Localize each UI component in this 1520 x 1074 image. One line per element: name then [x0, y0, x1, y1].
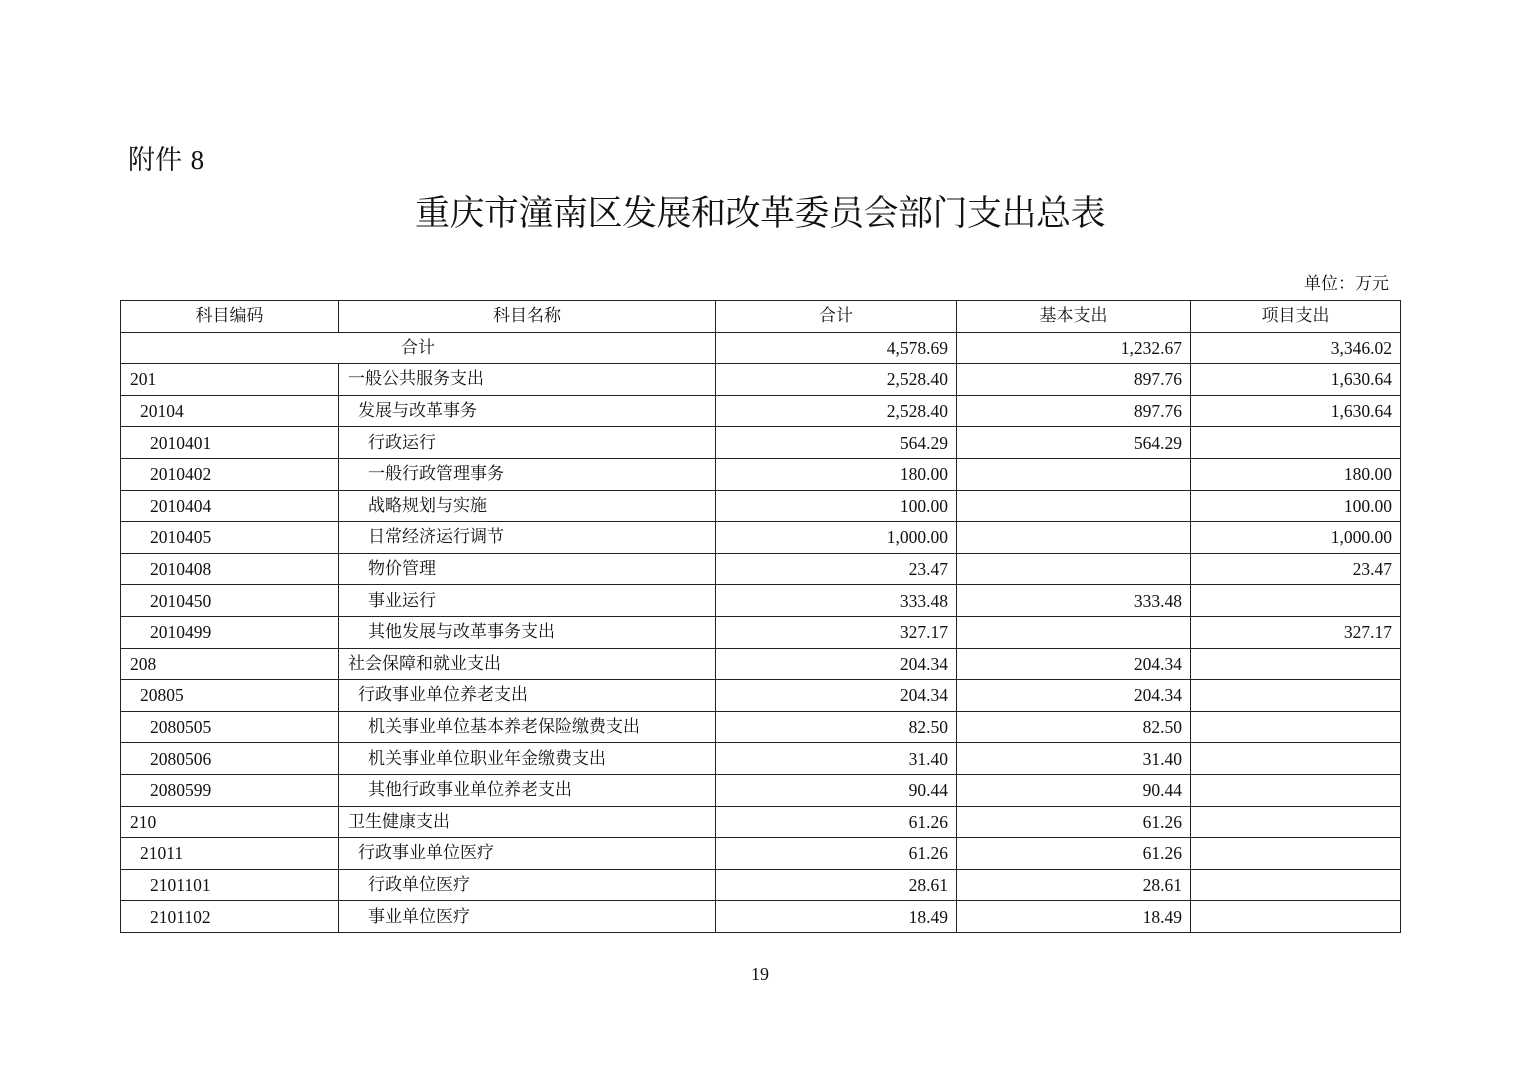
row-project: [1191, 869, 1401, 901]
row-code: 2080505: [121, 711, 339, 743]
row-code: 2101102: [121, 901, 339, 933]
row-name: 机关事业单位基本养老保险缴费支出: [339, 711, 716, 743]
row-total: 61.26: [716, 806, 957, 838]
attachment-label: [128, 142, 204, 179]
table-row: [121, 364, 1401, 396]
row-project: [1191, 711, 1401, 743]
row-code: 2010450: [121, 585, 339, 617]
row-total: 2,528.40: [716, 395, 957, 427]
row-total: 1,000.00: [716, 522, 957, 554]
row-project: [1191, 901, 1401, 933]
row-total: 82.50: [716, 711, 957, 743]
table-row: [121, 711, 1401, 743]
row-basic: 204.34: [957, 648, 1191, 680]
unit-label: 单位：万元: [1304, 274, 1389, 294]
row-code: 2010402: [121, 458, 339, 490]
table-row: [121, 616, 1401, 648]
table-row: [121, 490, 1401, 522]
row-name: 行政运行: [339, 427, 716, 459]
row-code: 2010408: [121, 553, 339, 585]
row-name: 行政事业单位医疗: [339, 838, 716, 870]
column-header-basic: 基本支出: [957, 301, 1191, 333]
row-basic: [957, 522, 1191, 554]
table-row: [121, 458, 1401, 490]
row-project: [1191, 774, 1401, 806]
row-name: 机关事业单位职业年金缴费支出: [339, 743, 716, 775]
column-header-code: 科目编码: [121, 301, 339, 333]
row-total: 23.47: [716, 553, 957, 585]
row-basic: 61.26: [957, 838, 1191, 870]
row-project: [1191, 680, 1401, 712]
row-total: 564.29: [716, 427, 957, 459]
row-total: 100.00: [716, 490, 957, 522]
row-basic: 82.50: [957, 711, 1191, 743]
total-row-total: 4,578.69: [716, 332, 957, 364]
table-row: [121, 427, 1401, 459]
row-total: 204.34: [716, 648, 957, 680]
column-header-total: 合计: [716, 301, 957, 333]
row-code: 210: [121, 806, 339, 838]
row-project: [1191, 838, 1401, 870]
row-basic: [957, 490, 1191, 522]
row-basic: 897.76: [957, 395, 1191, 427]
row-name: 一般公共服务支出: [339, 364, 716, 396]
row-basic: 564.29: [957, 427, 1191, 459]
row-name: 发展与改革事务: [339, 395, 716, 427]
row-basic: 897.76: [957, 364, 1191, 396]
table-row: [121, 838, 1401, 870]
row-total: 204.34: [716, 680, 957, 712]
row-name: 其他行政事业单位养老支出: [339, 774, 716, 806]
row-name: 事业运行: [339, 585, 716, 617]
table-row: [121, 395, 1401, 427]
total-row-project: 3,346.02: [1191, 332, 1401, 364]
expenditure-table: [120, 300, 1401, 933]
column-header-name: 科目名称: [339, 301, 716, 333]
row-basic: 90.44: [957, 774, 1191, 806]
table-row: [121, 774, 1401, 806]
row-name: 行政单位医疗: [339, 869, 716, 901]
table-row: [121, 522, 1401, 554]
row-code: 2080506: [121, 743, 339, 775]
total-row: [121, 332, 1401, 364]
row-name: 物价管理: [339, 553, 716, 585]
row-name: 卫生健康支出: [339, 806, 716, 838]
row-code: 208: [121, 648, 339, 680]
row-code: 20805: [121, 680, 339, 712]
row-name: 社会保障和就业支出: [339, 648, 716, 680]
row-basic: 28.61: [957, 869, 1191, 901]
row-name: 行政事业单位养老支出: [339, 680, 716, 712]
column-header-project: 项目支出: [1191, 301, 1401, 333]
row-project: 327.17: [1191, 616, 1401, 648]
row-total: 28.61: [716, 869, 957, 901]
row-total: 90.44: [716, 774, 957, 806]
row-name: 事业单位医疗: [339, 901, 716, 933]
row-code: 2010404: [121, 490, 339, 522]
row-total: 61.26: [716, 838, 957, 870]
row-total: 327.17: [716, 616, 957, 648]
row-project: 1,630.64: [1191, 364, 1401, 396]
row-name: 战略规划与实施: [339, 490, 716, 522]
table-row: [121, 553, 1401, 585]
row-code: 201: [121, 364, 339, 396]
table-row: [121, 806, 1401, 838]
row-code: 21011: [121, 838, 339, 870]
row-basic: [957, 616, 1191, 648]
table-row: [121, 743, 1401, 775]
row-project: [1191, 743, 1401, 775]
row-total: 31.40: [716, 743, 957, 775]
row-basic: [957, 458, 1191, 490]
row-project: 180.00: [1191, 458, 1401, 490]
table-row: [121, 901, 1401, 933]
row-total: 2,528.40: [716, 364, 957, 396]
row-total: 180.00: [716, 458, 957, 490]
row-basic: 31.40: [957, 743, 1191, 775]
row-project: [1191, 427, 1401, 459]
page-number: 19: [751, 964, 769, 984]
table-header-row: [121, 301, 1401, 333]
row-name: 一般行政管理事务: [339, 458, 716, 490]
row-code: 2010405: [121, 522, 339, 554]
row-project: 100.00: [1191, 490, 1401, 522]
row-basic: 204.34: [957, 680, 1191, 712]
table-row: [121, 585, 1401, 617]
table-row: [121, 680, 1401, 712]
attachment-number: 8: [190, 145, 205, 175]
attachment-prefix: 附件: [128, 145, 182, 176]
row-code: 2010499: [121, 616, 339, 648]
row-name: 其他发展与改革事务支出: [339, 616, 716, 648]
table-row: [121, 648, 1401, 680]
row-project: 1,630.64: [1191, 395, 1401, 427]
row-basic: 18.49: [957, 901, 1191, 933]
row-total: 333.48: [716, 585, 957, 617]
row-code: 2010401: [121, 427, 339, 459]
row-project: [1191, 806, 1401, 838]
row-basic: [957, 553, 1191, 585]
row-basic: 61.26: [957, 806, 1191, 838]
row-code: 2080599: [121, 774, 339, 806]
row-name: 日常经济运行调节: [339, 522, 716, 554]
row-project: 1,000.00: [1191, 522, 1401, 554]
row-project: [1191, 585, 1401, 617]
document-title: 重庆市潼南区发展和改革委员会部门支出总表: [414, 194, 1105, 234]
total-row-basic: 1,232.67: [957, 332, 1191, 364]
row-code: 20104: [121, 395, 339, 427]
row-project: [1191, 648, 1401, 680]
row-total: 18.49: [716, 901, 957, 933]
table-row: [121, 869, 1401, 901]
row-code: 2101101: [121, 869, 339, 901]
row-project: 23.47: [1191, 553, 1401, 585]
total-row-label: 合计: [121, 332, 716, 364]
row-basic: 333.48: [957, 585, 1191, 617]
